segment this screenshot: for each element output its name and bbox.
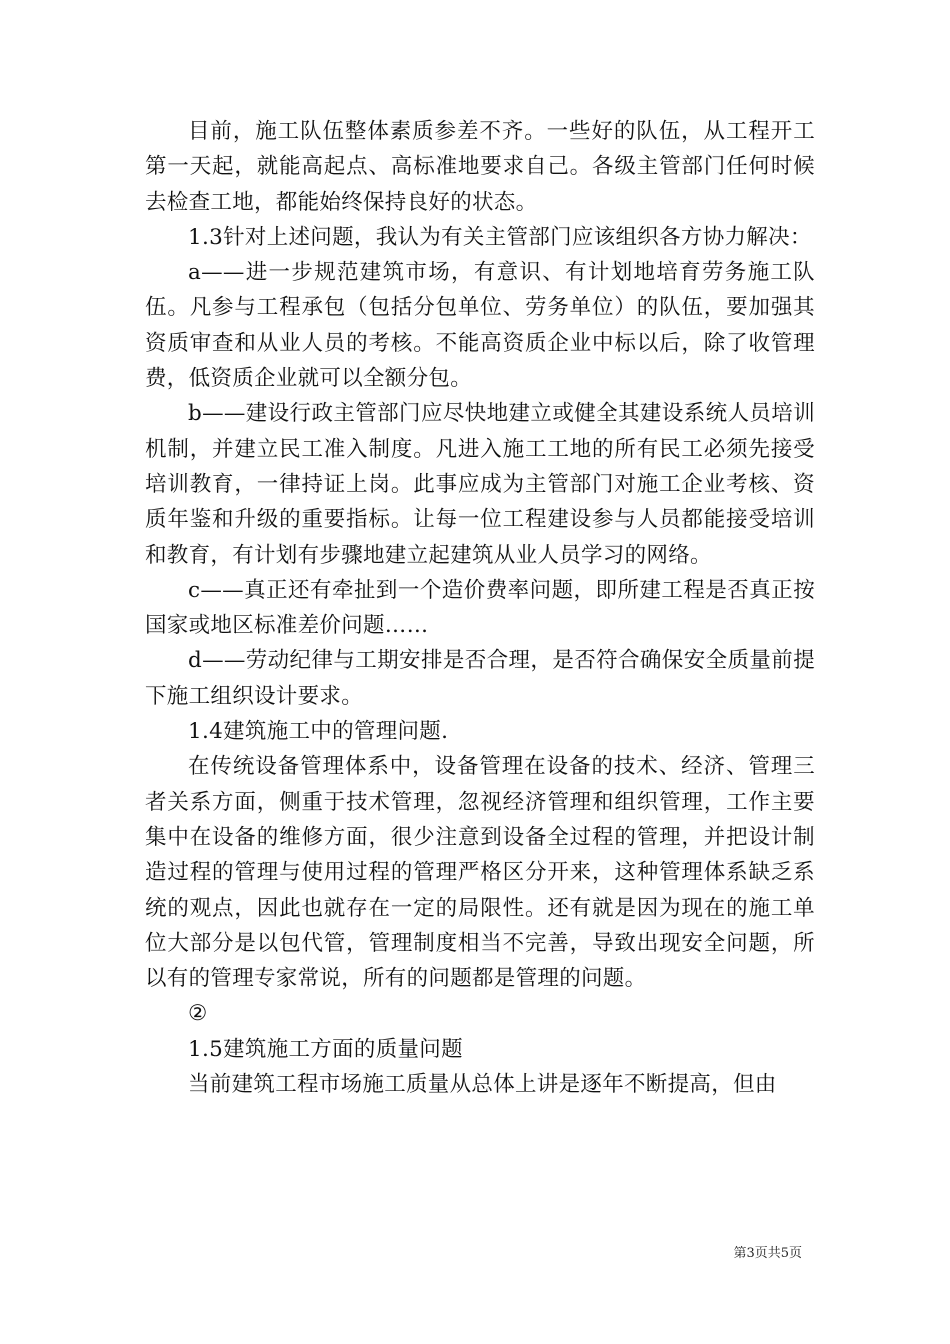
footnote-marker: ② [188, 1001, 208, 1027]
paragraph-1: 目前，施工队伍整体素质参差不齐。一些好的队伍，从工程开工第一天起，就能高起点、高标准地要求自己。各级主管部门任何时候去检查工地，都能始终保持良好的状态。 [145, 119, 815, 215]
paragraph-2: 1.3针对上述问题，我认为有关主管部门应该组织各方协力解决： [188, 224, 812, 250]
paragraph-6: d——劳动纪律与工期安排是否合理，是否符合确保安全质量前提下施工组织设计要求。 [145, 648, 815, 709]
document-body [145, 114, 815, 1102]
paragraph-3: a——进一步规范建筑市场，有意识、有计划地培育劳务施工队伍。凡参与工程承包（包括分包单位、劳务单位）的队伍，要加强其资质审查和从业人员的考核。不能高资质企业中标以后，除了收管理费，低资质企业就可以全额分包。 [145, 260, 815, 392]
page-number: 第3页共5页 [733, 1246, 802, 1261]
paragraph-11: 当前建筑工程市场施工质量从总体上讲是逐年不断提高，但由 [188, 1072, 777, 1098]
paragraph-8: 在传统设备管理体系中，设备管理在设备的技术、经济、管理三者关系方面，侧重于技术管理，忽视经济管理和组织管理，工作主要集中在设备的维修方面，很少注意到设备全过程的管理，并把设计制造过程的管理与使用过程的管理严格区分开来，这种管理体系缺乏系统的观点，因此也就存在一定的局限性。还有就是因为现在的施工单位大部分是以包代管，管理制度相当不完善，导致出现安全问题，所以有的管理专家常说，所有的问题都是管理的问题。 [145, 754, 815, 992]
section-heading-1-4: 1.4建筑施工中的管理问题. [188, 719, 449, 745]
paragraph-5: c——真正还有牵扯到一个造价费率问题，即所建工程是否真正按国家或地区标准差价问题…… [145, 577, 815, 639]
paragraph-4: b——建设行政主管部门应尽快地建立或健全其建设系统人员培训机制，并建立民工准入制度。凡进入施工工地的所有民工必须先接受培训教育，一律持证上岗。此事应成为主管部门对施工企业考核、资质年鉴和升级的重要指标。让每一位工程建设参与人员都能接受培训和教育，有计划有步骤地建立起建筑从业人员学习的网络。 [145, 401, 815, 568]
section-heading-1-5: 1.5建筑施工方面的质量问题 [188, 1036, 463, 1062]
